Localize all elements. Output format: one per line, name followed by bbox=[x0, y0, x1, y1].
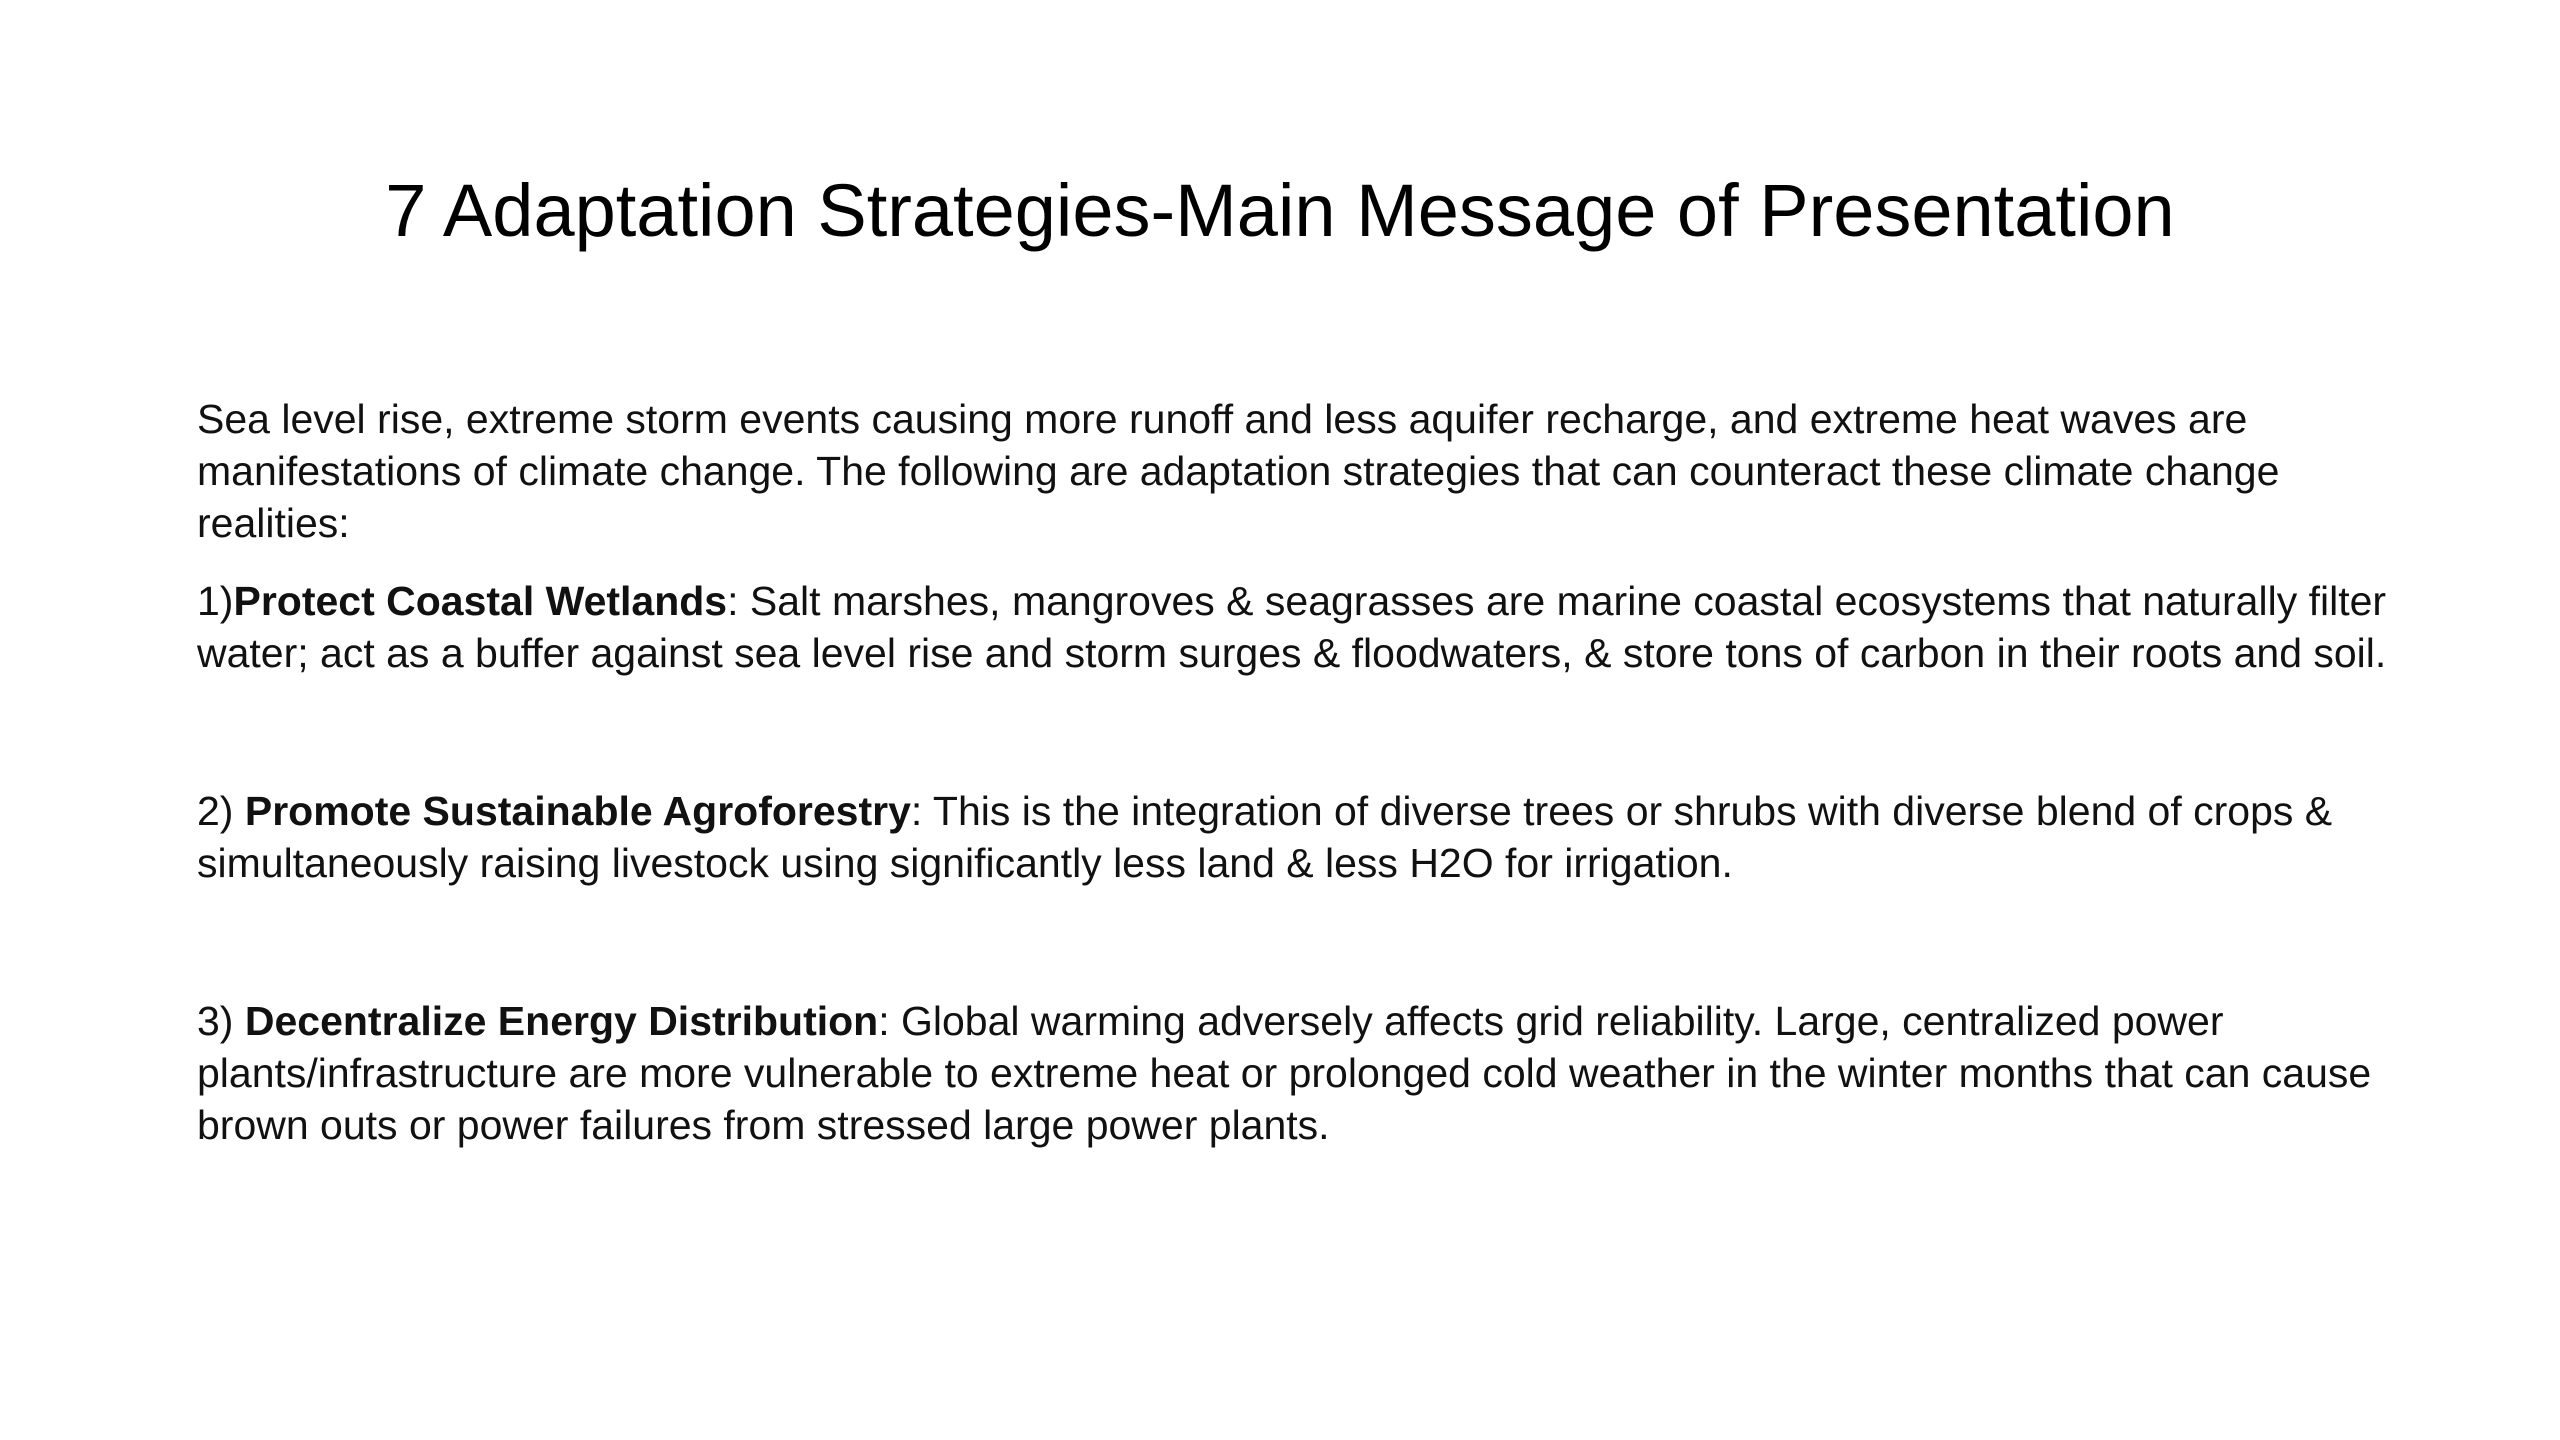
strategy-number: 2) bbox=[197, 788, 245, 834]
slide-body bbox=[197, 393, 2397, 1151]
strategy-number: 1) bbox=[197, 578, 234, 624]
strategy-text: : This is the integration of diverse trees or shrubs with diverse blend of crops & simultaneously raising livestock using significantly less land & less H2O for irrigation. bbox=[197, 788, 2333, 886]
strategy-text: : Global warming adversely affects grid reliability. Large, centralized power plants/infrastructure are more vulnerable to extreme heat or prolonged cold weather in the winter months that can cause brown outs or power failures from stressed large power plants. bbox=[197, 998, 2372, 1148]
strategy-item-2 bbox=[197, 785, 2397, 889]
strategy-text: : Salt marshes, mangroves & seagrasses are marine coastal ecosystems that naturally filter water; act as a buffer against sea level rise and storm surges & floodwaters, & store tons of carbon in their roots and soil. bbox=[197, 578, 2387, 676]
strategy-heading: Decentralize Energy Distribution bbox=[244, 998, 879, 1044]
slide-title: 7 Adaptation Strategies-Main Message of Presentation bbox=[385, 169, 2175, 252]
strategy-item-1 bbox=[197, 575, 2397, 679]
strategy-heading: Protect Coastal Wetlands bbox=[233, 578, 728, 624]
strategy-number: 3) bbox=[197, 998, 245, 1044]
strategy-heading: Promote Sustainable Agroforestry bbox=[244, 788, 911, 834]
strategy-item-3 bbox=[197, 995, 2397, 1151]
intro-paragraph: Sea level rise, extreme storm events causing more runoff and less aquifer recharge, and extreme heat waves are manifestations of climate change. The following are adaptation strategies that can counteract these climate change realities: bbox=[197, 396, 2280, 546]
